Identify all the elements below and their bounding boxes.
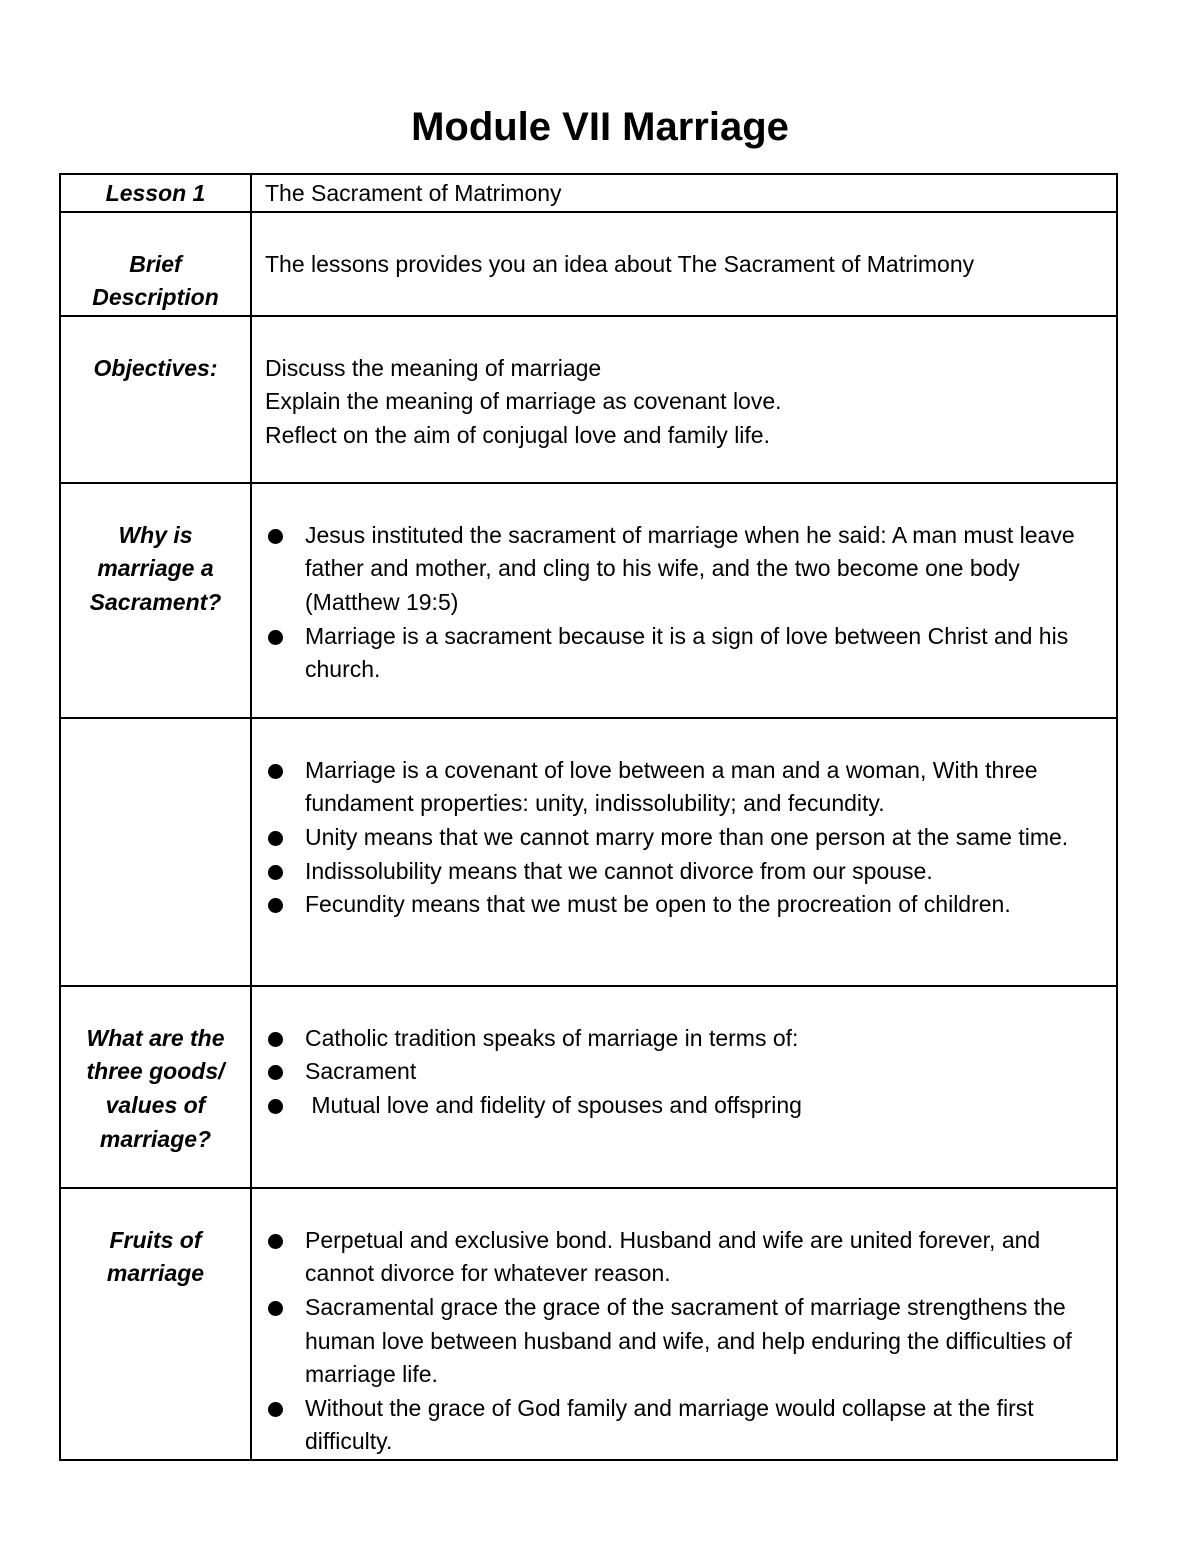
page-title: Module VII Marriage	[411, 105, 789, 149]
why-sacrament-label-line: Why is	[118, 521, 193, 548]
brief-description-label-line: Description	[92, 284, 219, 311]
fruits-label-line: marriage	[106, 1260, 205, 1287]
lesson-content-cell	[251, 174, 1117, 212]
three-goods-content-cell	[251, 986, 1117, 1188]
why-sacrament-content-cell	[251, 483, 1117, 718]
objective-item: Discuss the meaning of marriage	[265, 354, 602, 381]
why-sacrament-label-line: Sacrament?	[89, 588, 222, 615]
three-goods-bullet-list	[265, 1022, 1106, 1123]
bullet-item: Sacrament	[265, 1055, 1106, 1089]
objectives-content-cell	[251, 316, 1117, 483]
bullet-item: Perpetual and exclusive bond. Husband and wife are united forever, and cannot divorce for whatever reason.	[265, 1224, 1106, 1291]
brief-description-label-cell	[60, 212, 251, 316]
bullet-item: Marriage is a sacrament because it is a sign of love between Christ and his church.	[265, 620, 1106, 687]
objectives-label: Objectives:	[93, 354, 218, 381]
three-goods-label-line: What are the	[86, 1024, 225, 1051]
brief-description-text: The lessons provides you an idea about The Sacrament of Matrimony	[265, 250, 975, 277]
fruits-bullet-list	[265, 1224, 1106, 1459]
lesson-label: Lesson 1	[105, 180, 206, 206]
table-row-three-goods	[60, 986, 1117, 1188]
bullet-item: Jesus instituted the sacrament of marriage when he said: A man must leave father and mother, and cling to his wife, and the two become one body (Matthew 19:5)	[265, 519, 1106, 620]
bullet-item: Without the grace of God family and marriage would collapse at the first difficulty.	[265, 1392, 1106, 1459]
covenant-label-cell	[60, 718, 251, 986]
fruits-label-cell	[60, 1188, 251, 1460]
bullet-item: Catholic tradition speaks of marriage in terms of:	[265, 1022, 1106, 1056]
three-goods-label-line: three goods/	[86, 1058, 225, 1085]
fruits-content-cell	[251, 1188, 1117, 1460]
bullet-item: Marriage is a covenant of love between a man and a woman, With three fundament properties: unity, indissolubility; and fecundity.	[265, 754, 1106, 821]
brief-description-label-line: Brief	[129, 250, 182, 277]
objective-item: Explain the meaning of marriage as covenant love.	[265, 388, 782, 415]
covenant-bullet-list	[265, 754, 1106, 922]
table-row-lesson	[60, 174, 1117, 212]
bullet-item: Fecundity means that we must be open to the procreation of children.	[265, 888, 1106, 922]
lesson-title: The Sacrament of Matrimony	[265, 180, 562, 206]
three-goods-label-line: marriage?	[99, 1125, 212, 1152]
bullet-item: Indissolubility means that we cannot divorce from our spouse.	[265, 855, 1106, 889]
bullet-item: Unity means that we cannot marry more than one person at the same time.	[265, 821, 1106, 855]
module-table	[59, 173, 1118, 1461]
why-sacrament-label-line: marriage a	[97, 555, 214, 582]
fruits-label-line: Fruits of	[109, 1226, 202, 1253]
lesson-label-cell	[60, 174, 251, 212]
bullet-item: Sacramental grace the grace of the sacrament of marriage strengthens the human love between husband and wife, and help enduring the difficulties of marriage life.	[265, 1291, 1106, 1392]
covenant-content-cell	[251, 718, 1117, 986]
brief-description-content-cell	[251, 212, 1117, 316]
table-row-why-sacrament	[60, 483, 1117, 718]
three-goods-label-cell	[60, 986, 251, 1188]
table-row-fruits	[60, 1188, 1117, 1460]
bullet-item: Mutual love and fidelity of spouses and offspring	[265, 1089, 1106, 1123]
objective-item: Reflect on the aim of conjugal love and family life.	[265, 421, 770, 448]
objectives-label-cell	[60, 316, 251, 483]
why-sacrament-bullet-list	[265, 519, 1106, 687]
why-sacrament-label-cell	[60, 483, 251, 718]
table-row-objectives	[60, 316, 1117, 483]
table-row-brief-description	[60, 212, 1117, 316]
table-row-covenant	[60, 718, 1117, 986]
three-goods-label-line: values of	[105, 1091, 206, 1118]
